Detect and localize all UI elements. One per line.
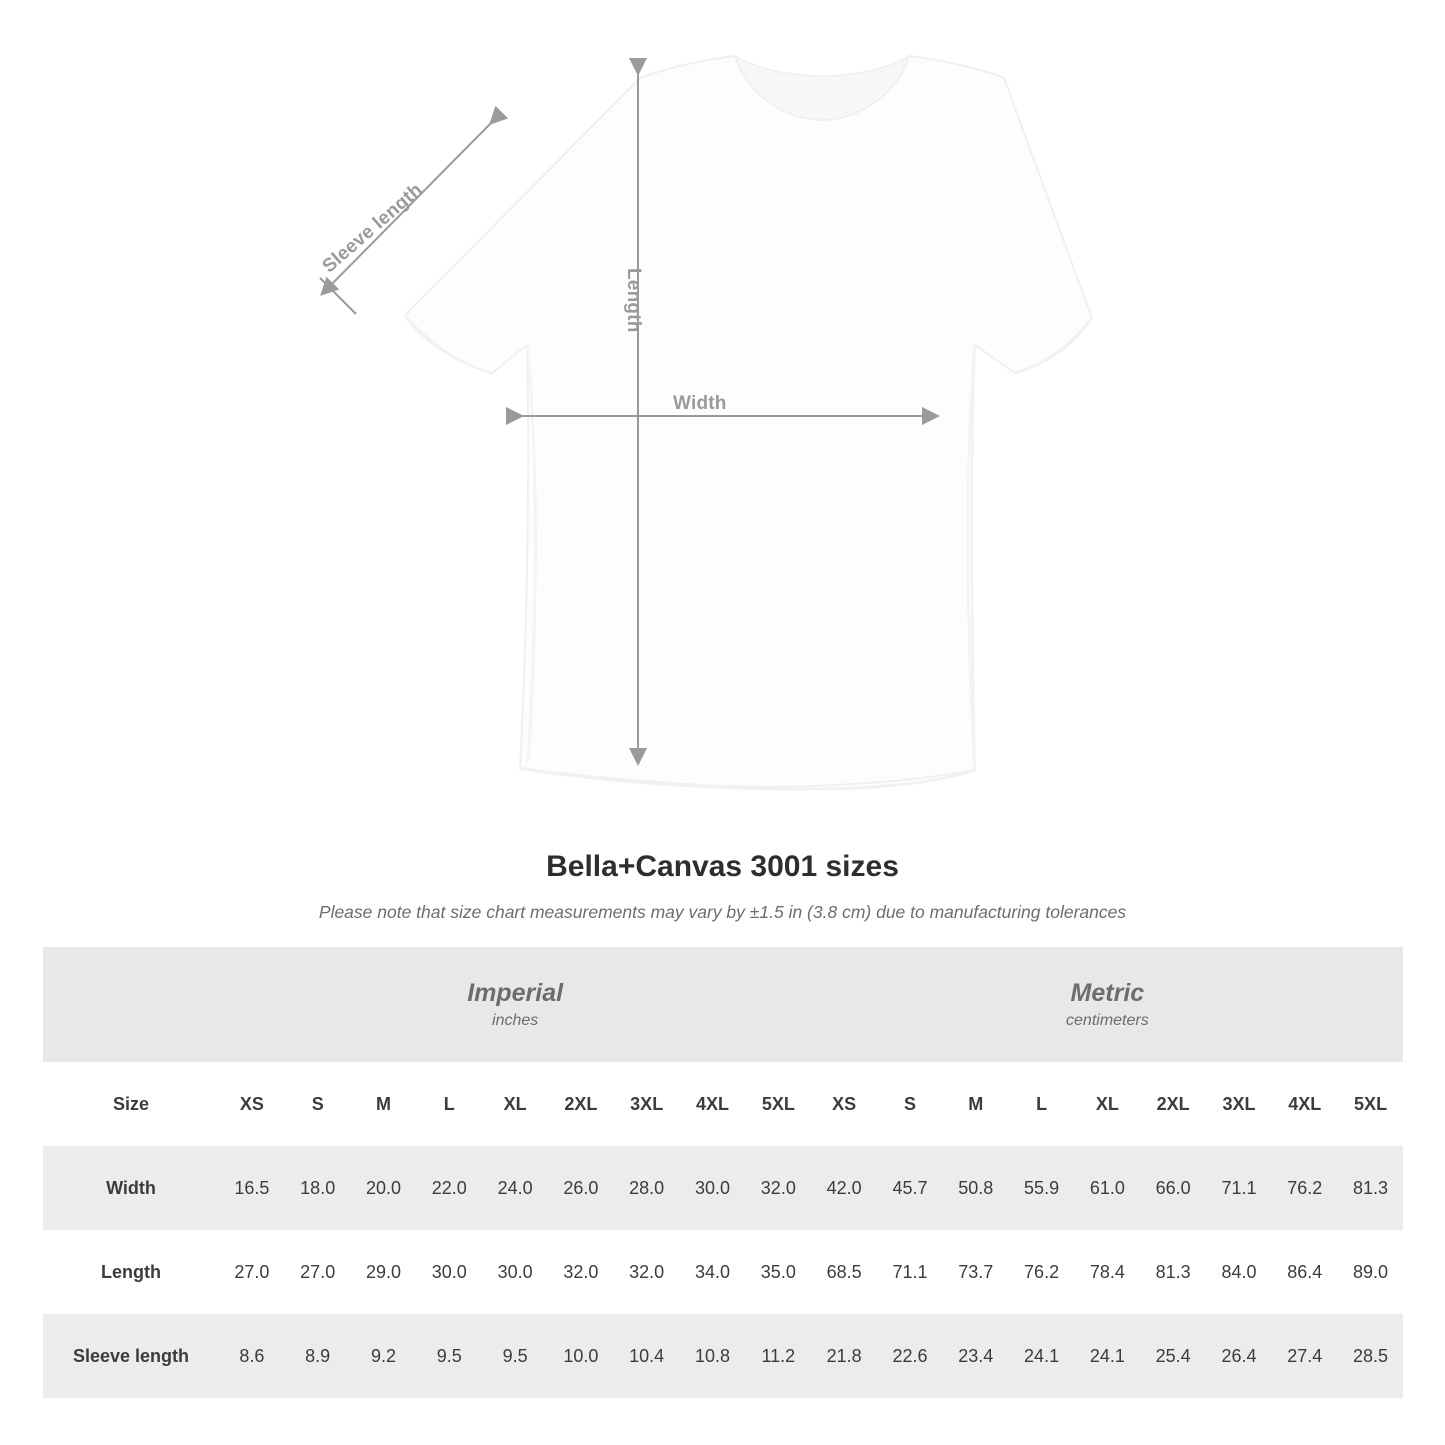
- cell: 9.5: [416, 1314, 482, 1398]
- cell: 26.4: [1206, 1314, 1272, 1398]
- cell: 20.0: [351, 1146, 417, 1230]
- cell: 30.0: [482, 1230, 548, 1314]
- row-label-sleeve-length: Sleeve length: [43, 1314, 219, 1398]
- cell: 8.6: [219, 1314, 285, 1398]
- tshirt-shape: [405, 56, 1092, 789]
- cell: 22.0: [416, 1146, 482, 1230]
- header-size-4xl: 4XL: [680, 1062, 746, 1146]
- cell: 86.4: [1272, 1230, 1338, 1314]
- cell: 42.0: [811, 1146, 877, 1230]
- cell: 10.4: [614, 1314, 680, 1398]
- size-chart-table-container: [43, 947, 1402, 1398]
- cell: 27.0: [219, 1230, 285, 1314]
- cell: 81.3: [1140, 1230, 1206, 1314]
- header-size-xl: XL: [482, 1062, 548, 1146]
- cell: 18.0: [285, 1146, 351, 1230]
- cell: 32.0: [614, 1230, 680, 1314]
- cell: 45.7: [877, 1146, 943, 1230]
- chart-title: Bella+Canvas 3001 sizes: [546, 850, 899, 883]
- unit-group-row: [43, 947, 1403, 1062]
- cell: 10.8: [680, 1314, 746, 1398]
- cell: 32.0: [745, 1146, 811, 1230]
- cell: 9.2: [351, 1314, 417, 1398]
- cell: 34.0: [680, 1230, 746, 1314]
- cell: 26.0: [548, 1146, 614, 1230]
- cell: 71.1: [1206, 1146, 1272, 1230]
- cell: 16.5: [219, 1146, 285, 1230]
- size-chart-table: [43, 947, 1403, 1398]
- table-header-row: [43, 1062, 1403, 1146]
- header-size-l-metric: L: [1009, 1062, 1075, 1146]
- cell: 78.4: [1074, 1230, 1140, 1314]
- row-label-width: Width: [43, 1146, 219, 1230]
- header-size-l: L: [416, 1062, 482, 1146]
- header-size-5xl-metric: 5XL: [1338, 1062, 1404, 1146]
- cell: 30.0: [680, 1146, 746, 1230]
- header-size-label: Size: [43, 1062, 219, 1146]
- unit-imperial-name: Imperial: [467, 978, 564, 1007]
- header-size-s-metric: S: [877, 1062, 943, 1146]
- cell: 68.5: [811, 1230, 877, 1314]
- header-size-5xl: 5XL: [745, 1062, 811, 1146]
- cell: 22.6: [877, 1314, 943, 1398]
- cell: 24.1: [1009, 1314, 1075, 1398]
- unit-metric-sub: centimeters: [1066, 1012, 1149, 1030]
- cell: 32.0: [548, 1230, 614, 1314]
- cell: 28.0: [614, 1146, 680, 1230]
- cell: 35.0: [745, 1230, 811, 1314]
- header-size-3xl-metric: 3XL: [1206, 1062, 1272, 1146]
- header-size-2xl: 2XL: [548, 1062, 614, 1146]
- cell: 25.4: [1140, 1314, 1206, 1398]
- length-label: Length: [623, 268, 644, 333]
- header-size-4xl-metric: 4XL: [1272, 1062, 1338, 1146]
- cell: 76.2: [1009, 1230, 1075, 1314]
- cell: 9.5: [482, 1314, 548, 1398]
- sleeve-length-label: Sleeve length: [318, 179, 427, 278]
- header-size-m: M: [351, 1062, 417, 1146]
- chart-note: Please note that size chart measurements may vary by ±1.5 in (3.8 cm) due to manufacturing tolerances: [318, 902, 1127, 922]
- table-row: [43, 1314, 1403, 1398]
- cell: 24.1: [1074, 1314, 1140, 1398]
- header-size-3xl: 3XL: [614, 1062, 680, 1146]
- row-label-length: Length: [43, 1230, 219, 1314]
- unit-group-spacer: [43, 947, 219, 1062]
- cell: 30.0: [416, 1230, 482, 1314]
- cell: 66.0: [1140, 1146, 1206, 1230]
- cell: 81.3: [1338, 1146, 1404, 1230]
- cell: 27.4: [1272, 1314, 1338, 1398]
- header-size-s: S: [285, 1062, 351, 1146]
- cell: 71.1: [877, 1230, 943, 1314]
- unit-group-metric: [811, 947, 1403, 1062]
- unit-imperial-sub: inches: [492, 1012, 539, 1030]
- cell: 84.0: [1206, 1230, 1272, 1314]
- table-row: [43, 1230, 1403, 1314]
- cell: 89.0: [1338, 1230, 1404, 1314]
- cell: 61.0: [1074, 1146, 1140, 1230]
- unit-group-imperial: [219, 947, 811, 1062]
- header-size-xs-metric: XS: [811, 1062, 877, 1146]
- cell: 76.2: [1272, 1146, 1338, 1230]
- cell: 11.2: [745, 1314, 811, 1398]
- cell: 27.0: [285, 1230, 351, 1314]
- cell: 55.9: [1009, 1146, 1075, 1230]
- cell: 50.8: [943, 1146, 1009, 1230]
- cell: 73.7: [943, 1230, 1009, 1314]
- header-size-m-metric: M: [943, 1062, 1009, 1146]
- cell: 10.0: [548, 1314, 614, 1398]
- table-row: [43, 1146, 1403, 1230]
- cell: 28.5: [1338, 1314, 1404, 1398]
- cell: 21.8: [811, 1314, 877, 1398]
- width-label: Width: [673, 393, 727, 414]
- cell: 29.0: [351, 1230, 417, 1314]
- header-size-xs: XS: [219, 1062, 285, 1146]
- cell: 23.4: [943, 1314, 1009, 1398]
- header-size-2xl-metric: 2XL: [1140, 1062, 1206, 1146]
- unit-metric-name: Metric: [1070, 978, 1145, 1007]
- cell: 8.9: [285, 1314, 351, 1398]
- header-size-xl-metric: XL: [1074, 1062, 1140, 1146]
- cell: 24.0: [482, 1146, 548, 1230]
